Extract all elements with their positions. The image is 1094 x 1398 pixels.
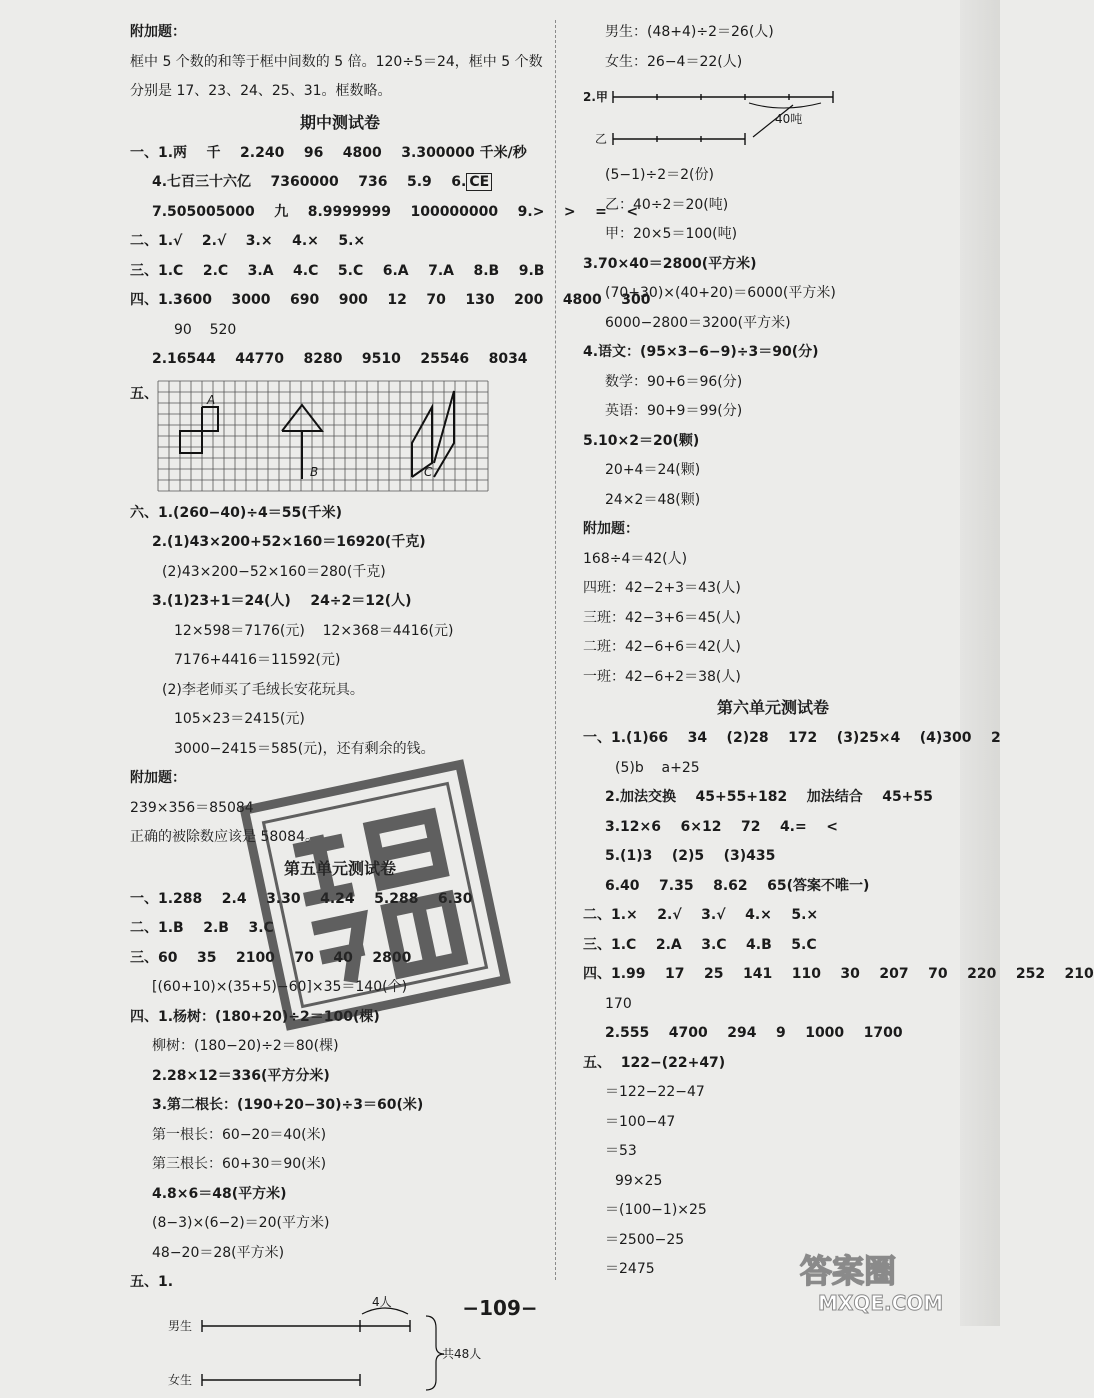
line-text: ＝(100−1)×25 (605, 1202, 707, 1218)
line-text: 170 (605, 995, 632, 1012)
right-line (583, 813, 963, 843)
right-line (583, 515, 963, 545)
line-text: 6000−2800＝3200(平方米) (605, 314, 791, 331)
right-line (583, 279, 963, 309)
letter-a: A (207, 392, 216, 407)
line-text: 期中测试卷 (299, 112, 380, 132)
line-text: 5.10×2＝20(颗) (583, 432, 700, 449)
line-text: 2.16544 44770 8280 9510 25546 8034 (152, 351, 528, 367)
seal-stamp-icon (225, 745, 525, 1045)
weight-diagram (583, 77, 963, 161)
right-line (583, 161, 963, 191)
right-line (583, 604, 963, 634)
right-line (583, 1049, 963, 1079)
line-text: 168÷4＝42(人) (583, 550, 688, 567)
line-text: (70+30)×(40+20)＝6000(平方米) (605, 285, 836, 301)
line-text: 五、1. (130, 1274, 174, 1290)
line-text: 甲：20×5＝100(吨) (605, 226, 738, 242)
page-edge (960, 0, 1000, 1326)
line-text: 2.(1)43×200+52×160＝16920(千克) (152, 534, 426, 550)
line-text: ＝100−47 (605, 1113, 676, 1130)
right-line (583, 545, 963, 575)
line-text: 三、1.C 2.C 3.A 4.C 5.C 6.A 7.A 8.B 9.B (130, 262, 545, 279)
diagram-jia-label: 2.甲 (583, 90, 608, 104)
line-text: 2.加法交换 45+55+182 加法结合 45+55 (605, 789, 933, 805)
left-line (130, 1268, 550, 1298)
right-line (583, 633, 963, 663)
line-text: 二、1.√ 2.√ 3.× 4.× 5.× (130, 233, 366, 249)
right-line (583, 724, 1001, 754)
line-text: (5)b a+25 (615, 759, 700, 776)
line-text: 3000−2415＝585(元)，还有剩余的钱。 (174, 740, 435, 757)
left-line (130, 316, 550, 346)
left-line (130, 107, 550, 139)
line-text: 女生：26−4＝22(人) (605, 53, 743, 70)
left-line (130, 77, 550, 107)
right-line (583, 486, 963, 516)
line-text: ＝53 (605, 1143, 637, 1159)
line-text: 24×2＝48(颗) (605, 491, 701, 508)
right-line (583, 191, 963, 221)
diagram-extra-label: 4人 (372, 1294, 392, 1309)
line-text: 乙：40÷2＝20(吨) (605, 196, 729, 213)
left-line (130, 1121, 550, 1151)
line-text: 附加题： (130, 770, 186, 786)
line-text: 4.语文：(95×3−6−9)÷3＝90(分) (583, 344, 819, 360)
left-line (130, 1062, 550, 1092)
line-text: 105×23＝2415(元) (174, 711, 305, 727)
left-line (130, 139, 550, 169)
line-text: 一班：42−6+2＝38(人) (583, 668, 741, 685)
right-line (583, 1137, 963, 1167)
line-text: 4.七百三十六亿 7360000 736 5.9 6. (152, 174, 467, 190)
letter-b: B (310, 464, 319, 479)
line-text: 5.(1)3 (2)5 (3)435 (605, 848, 776, 864)
right-line (583, 663, 963, 693)
left-line (130, 1091, 550, 1121)
page-number: −109− (462, 1296, 538, 1320)
right-line (583, 1019, 963, 1049)
left-line (130, 1150, 550, 1180)
right-line (583, 931, 963, 961)
diagram-total-label: 共48人 (442, 1346, 482, 1361)
line-text: 附加题： (583, 521, 639, 537)
line-text: 90 520 (174, 321, 237, 338)
grid-svg (154, 377, 494, 493)
line-text: 7.505005000 九 8.9999999 100000000 9.> > = < (152, 203, 639, 220)
right-line (583, 309, 963, 339)
line-text: 7176+4416＝11592(元) (174, 652, 341, 668)
line-text: 2.28×12＝336(平方分米) (152, 1067, 330, 1084)
right-line (583, 872, 963, 902)
line-text: 一、1.288 2.4 3.30 4.24 5.288 6.30 (130, 890, 473, 907)
line-text: 99×25 (615, 1172, 663, 1189)
right-line (583, 427, 963, 457)
left-line (130, 646, 550, 676)
line-text: 附加题： (130, 24, 186, 40)
line-text: 6.40 7.35 8.62 65(答案不唯一) (605, 877, 870, 894)
right-line (583, 1167, 963, 1197)
line-text: 第一根长：60−20＝40(米) (152, 1126, 327, 1143)
line-text: 4.8×6＝48(平方米) (152, 1185, 287, 1202)
right-line (583, 220, 963, 250)
left-line (130, 345, 550, 375)
line-text: 四、1.99 17 25 141 110 30 207 70 220 252 210 (583, 966, 1094, 982)
line-text: 3.(1)23+1＝24(人) 24÷2＝12(人) (152, 593, 412, 609)
right-text-block-2 (583, 161, 1094, 1285)
grid-label: 五、 (130, 385, 158, 402)
right-line (583, 960, 1094, 990)
left-line (130, 1239, 550, 1269)
right-line (583, 456, 963, 486)
left-line (130, 676, 550, 706)
line-text: 三、1.C 2.A 3.C 4.B 5.C (583, 936, 817, 953)
left-line (130, 198, 639, 228)
line-text: (2)43×200−52×160＝280(千克) (162, 563, 386, 580)
line-text: 四班：42−2+3＝43(人) (583, 580, 741, 596)
line-text: 三班：42−3+6＝45(人) (583, 609, 741, 626)
right-line (583, 18, 963, 48)
right-line (583, 1196, 963, 1226)
line-text: 48−20＝28(平方米) (152, 1244, 285, 1261)
left-line (130, 227, 550, 257)
line-text: 四、1.3600 3000 690 900 12 70 130 200 4800 300 (130, 292, 651, 308)
line-text: (5−1)÷2＝2(份) (605, 167, 714, 183)
line-text: 英语：90+9＝99(分) (605, 403, 743, 419)
right-line (583, 901, 963, 931)
right-line (583, 397, 963, 427)
left-line (130, 617, 550, 647)
left-line (130, 18, 550, 48)
right-line (583, 842, 963, 872)
right-line (583, 368, 963, 398)
line-text: 一、1.(1)66 34 (2)28 172 (3)25×4 (4)300 2 (583, 730, 1001, 746)
right-line (583, 574, 963, 604)
left-line (130, 587, 550, 617)
line-text: 3.70×40＝2800(平方米) (583, 255, 757, 272)
letter-c: C (424, 464, 433, 479)
right-line (583, 692, 963, 724)
right-line (583, 1108, 963, 1138)
right-line (583, 48, 963, 78)
svg-text:答案圈: 答案圈 (800, 1252, 897, 1290)
line-text: 一、1.两 千 2.240 96 4800 3.300000 千米/秒 (130, 144, 527, 161)
left-line (130, 48, 550, 78)
line-text: (8−3)×(6−2)＝20(平方米) (152, 1215, 330, 1231)
left-line (130, 168, 550, 198)
diagram-yi-label: 乙 (595, 132, 608, 146)
line-text: 数学：90+6＝96(分) (605, 373, 743, 390)
left-line (130, 528, 550, 558)
line-text: 正确的被除数应该是 58084。 (130, 829, 319, 845)
line-text: 分别是 17、23、24、25、31。框数略。 (130, 83, 392, 99)
right-line (583, 250, 963, 280)
line-text: 二、1.B 2.B 3.C (130, 920, 274, 936)
line-text: 第六单元测试卷 (716, 698, 829, 717)
diagram-40t-label: 40吨 (775, 112, 803, 126)
line-text: 239×356＝85084 (130, 799, 254, 816)
line-text: 第五单元测试卷 (283, 858, 396, 878)
right-text-block-1 (583, 18, 963, 77)
right-line (583, 783, 963, 813)
right-line (583, 990, 963, 1020)
svg-text:MXQE.COM: MXQE.COM (818, 1291, 944, 1315)
line-text: 第三根长：60+30＝90(米) (152, 1156, 327, 1172)
line-text: [(60+10)×(35+5)−60]×35＝140(个) (152, 979, 408, 995)
left-line (130, 1209, 550, 1239)
line-text: 六、1.(260−40)÷4＝55(千米) (130, 504, 343, 521)
line-text: 四、1.杨树：(180+20)÷2＝100(棵) (130, 1008, 380, 1025)
left-line (130, 705, 550, 735)
line-text: ＝2475 (605, 1261, 655, 1277)
line-text: 二、1.× 2.√ 3.√ 4.× 5.× (583, 907, 819, 923)
right-line (583, 338, 963, 368)
line-text: 柳树：(180−20)÷2＝80(棵) (152, 1038, 339, 1054)
line-text: 五、 122−(22+47) (583, 1054, 726, 1071)
line-text: 框中 5 个数的和等于框中间数的 5 倍。120÷5＝24，框中 5 个数 (130, 53, 543, 70)
line-text: (2)李老师买了毛绒长安花玩具。 (162, 681, 364, 698)
line-text: 二班：42−6+6＝42(人) (583, 639, 741, 655)
right-column (583, 18, 1094, 1285)
right-line (583, 754, 963, 784)
left-line (130, 499, 550, 529)
boxed-answer: CE (466, 173, 492, 191)
line-text: 20+4＝24(颗) (605, 462, 701, 478)
left-line (130, 1180, 550, 1210)
diagram-boys-label: 男生 (168, 1318, 193, 1333)
line-text: 12×598＝7176(元) 12×368＝4416(元) (174, 622, 454, 639)
left-line (130, 257, 550, 287)
line-text: 三、60 35 2100 70 40 2800 (130, 949, 412, 966)
line-text: ＝122−22−47 (605, 1084, 705, 1100)
right-line (583, 1078, 963, 1108)
left-line (130, 558, 550, 588)
weight-svg (583, 77, 963, 161)
line-text: 2.555 4700 294 9 1000 1700 (605, 1025, 903, 1041)
grid-figure (130, 377, 550, 495)
left-line (130, 286, 651, 316)
line-text: 男生：(48+4)÷2＝26(人) (605, 24, 774, 40)
line-text: 3.12×6 6×12 72 4.= < (605, 818, 838, 835)
line-text: ＝2500−25 (605, 1231, 685, 1248)
line-text: 3.第二根长：(190+20−30)÷3＝60(米) (152, 1097, 424, 1113)
diagram-girls-label: 女生 (168, 1372, 193, 1387)
